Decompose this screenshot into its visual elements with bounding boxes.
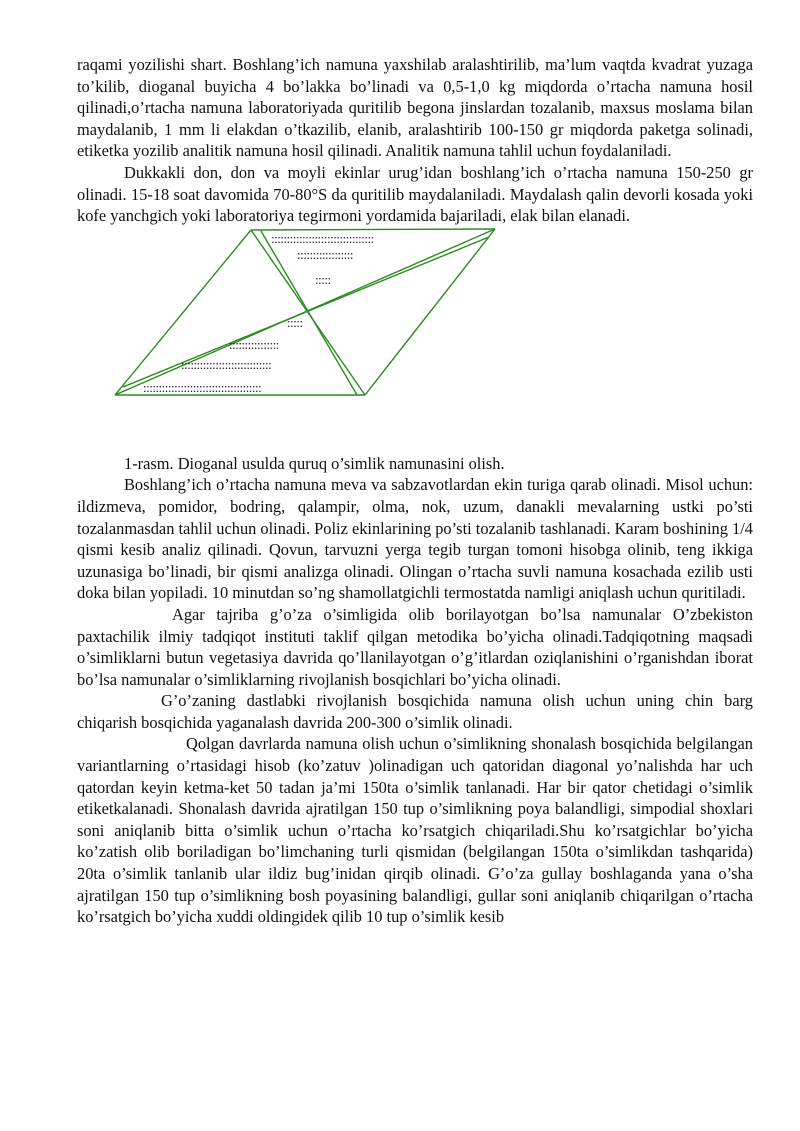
outline-right	[365, 229, 495, 395]
paragraph-4: Agar tajriba g’o’za o’simligida olib borilayotgan bo’lsa namunalar O’zbekiston paxtachilik ilmiy tadqiqot instituti taklif qilgan metodika bo’yicha olinadi.Tadqiqotning maqsadi o’simliklarni butun vegetasiya davrida qo’llanilayotgan o’g’itlardan oziqlanishini o’rganishdan iborat bo’lsa namunalar o’simliklarning rivojlanish bosqichlari bo’yicha olinadi.	[77, 604, 753, 689]
document-page	[77, 54, 753, 928]
figure-dot-rows	[143, 231, 374, 395]
dot-row-3: :::::	[315, 271, 331, 287]
paragraph-2: Dukkakli don, don va moyli ekinlar urug’idan boshlang’ich o’rtacha namuna 150-250 gr olinadi. 15-18 soat davomida 70-80°S da quritilib maydalaniladi. Maydalash qalin devorli kosada yoki kofe yanchgich yoki laboratoriya tegirmoni yordamida bajariladi, elak bilan elanadi.	[77, 162, 753, 226]
paragraph-6: Qolgan davrlarda namuna olish uchun o’simlikning shonalash bosqichida belgilangan variantlarning o’rtasidagi hisob (ko’zatuv )olinadigan uch qatoridan diagonal yo’nalishda har uch qatordan keyin ketma-ket 50 tadan ja’mi 150ta o’simlik tanlanadi. Har bir qator chetidagi o’simlik etiketkalanadi. Shonalash davrida ajratilgan 150 tup o’simlikning poya balandligi, simpodial shoxlari soni aniqlanib bitta o’simlik uchun o’rtacha ko’rsatgich chiqariladi.Shu ko’rsatgichlar bo’yicha ko’zatish olib boriladigan bo’limchaning turli qismidan (belgilangan 150ta o’simlikdan tashqarida) 20ta o’simlik tanlanib ular ildiz bug’inidan qirqib olinadi. G’o’za gullay boshlaganda yana o’sha ajratilgan 150 tup o’simlikning bosh poyasining balandligi, gullar soni aniqlanib chiqarilgan o’rtacha ko’rsatgich bo’yicha xuddi oldingidek qilib 10 tup o’simlik kesib	[77, 734, 753, 927]
dot-row-1: :::::::::::::::::::::::::::::::::	[271, 230, 374, 246]
figure-caption: 1-rasm. Dioganal usulda quruq o’simlik namunasini olish.	[124, 453, 505, 473]
diagonal-diagram	[111, 229, 501, 449]
paragraph-3: Boshlang’ich o’rtacha namuna meva va sabzavotlardan ekin turiga qarab olinadi. Misol uchun: ildizmeva, pomidor, bodring, qalampir, olma, nok, uzum, danakli mevalarning ustki po’sti tozalanmasdan tahlil uchun olinadi. Poliz ekinlarining po’sti tozalanib tashlanadi. Karam boshining 1/4 qismi kesib analiz qilinadi. Qovun, tarvuzni yerga tegib turgan tomoni hisobga olinib, teng ikkiga uzunasiga bo’linadi, bir qismi analizga olinadi. Olingan o’rtacha suvli namuna kosachada ezilib usti doka bilan yopiladi. 10 minutdan so’ng shamollatgichli termostatda namligi aniqlash uchun quritiladi.	[77, 475, 753, 603]
dot-row-5: ::::::::::::::::	[229, 336, 279, 352]
paragraph-1: raqami yozilishi shart. Boshlang’ich namuna yaxshilab aralashtirilib, ma’lum vaqtda kvadrat yuzaga to’kilib, dioganal buyicha 4 bo’lakka bo’linadi va 0,5-1,0 kg miqdorda o’rtacha namuna hosil qilinadi,o’rtacha namuna laboratoriyada quritilib begona jinslardan tozalanib, maxsus moslama bilan maydalanib, 1 mm li elakdan o’tkazilib, elanib, aralashtirib 100-150 gr miqdorda paketga solinadi, etiketka yozilib analitik namuna hosil qilinadi. Analitik namuna tahlil uchun foydalaniladi.	[77, 55, 753, 161]
paragraph-5: G’o’zaning dastlabki rivojlanish bosqichida namuna olish uchun uning chin barg chiqarish bosqichida yaganalash davrida 200-300 o’simlik olinadi.	[77, 691, 753, 732]
outline-top	[251, 229, 495, 230]
diagonal-sampling-figure	[77, 229, 753, 449]
dot-row-7: ::::::::::::::::::::::::::::::::::::::	[143, 379, 262, 395]
dot-row-2: ::::::::::::::::::	[297, 246, 354, 262]
dot-row-4: :::::	[287, 314, 303, 330]
dot-row-6: :::::::::::::::::::::::::::::	[181, 356, 272, 372]
